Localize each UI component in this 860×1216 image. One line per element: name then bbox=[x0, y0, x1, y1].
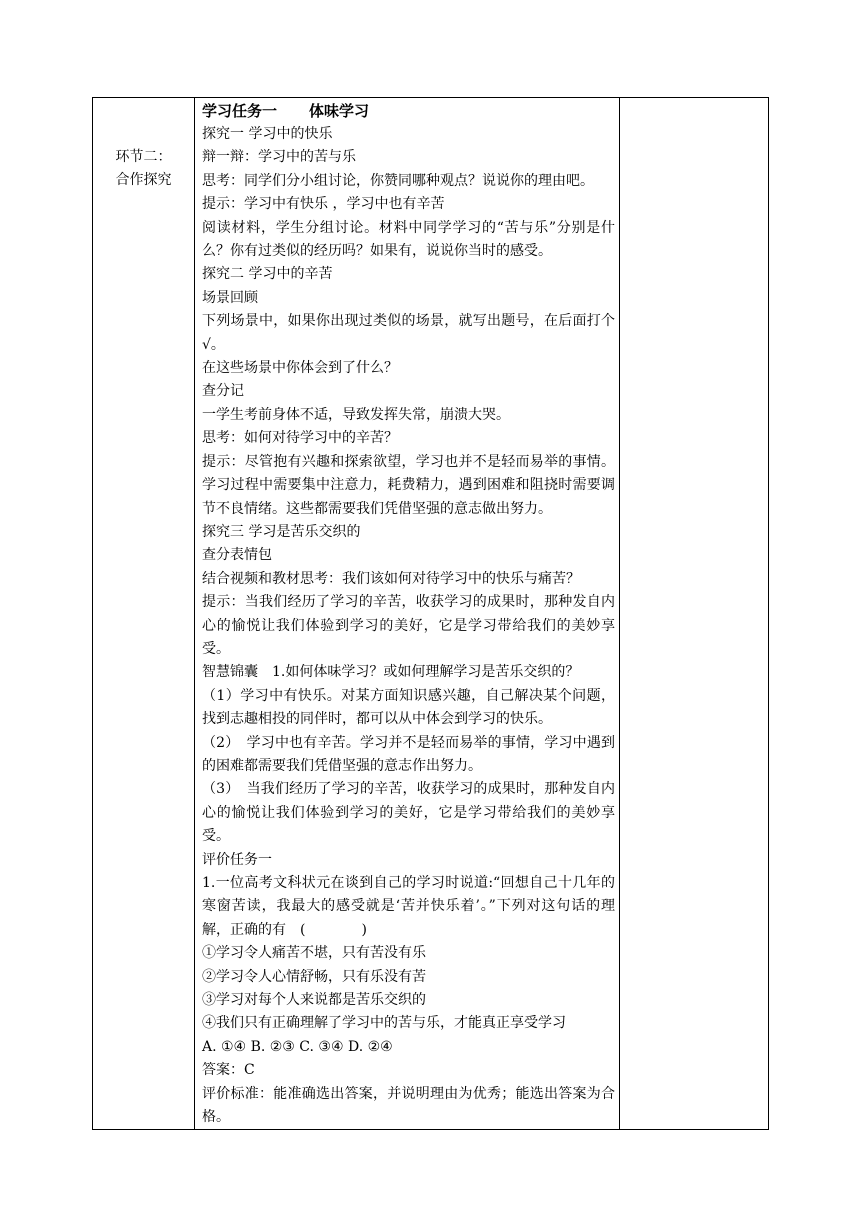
task-title-main: 学习任务一 bbox=[202, 102, 278, 120]
content-line: （3） 当我们经历了学习的辛苦，收获学习的成果时，那种发自内心的愉悦让我们体验到学习的美好，它是学习带给我们的美妙享受。 bbox=[202, 781, 615, 845]
content-line: A. ①④ B. ②③ C. ③④ D. ②④ bbox=[202, 1038, 393, 1055]
content-line: 探究三 学习是苦乐交织的 bbox=[202, 523, 361, 540]
content-body bbox=[195, 98, 619, 1129]
stage-line-1: 环节二： bbox=[115, 149, 172, 165]
content-line: 探究一 学习中的快乐 bbox=[202, 126, 333, 142]
content-line: 场景回顾 bbox=[202, 289, 258, 306]
content-line: ①学习令人痛苦不堪，只有苦没有乐 bbox=[202, 945, 426, 962]
content-line: 思考：如何对待学习中的辛苦？ bbox=[202, 430, 398, 447]
notes-cell bbox=[620, 98, 769, 1130]
content-line: （1）学习中有快乐。对某方面知识感兴趣，自己解决某个问题，找到志趣相投的同伴时，都可以从中体会到学习的快乐。 bbox=[202, 687, 615, 728]
content-line: 提示：学习中有快乐 ，学习中也有辛苦 bbox=[202, 196, 445, 213]
content-line: 一学生考前身体不适，导致发挥失常，崩溃大哭。 bbox=[202, 406, 510, 423]
content-line: 答案：C bbox=[202, 1062, 255, 1079]
content-line: 阅读材料，学生分组讨论。材料中同学学习的“苦与乐”分别是什么？你有过类似的经历吗？如果有，说说你当时的感受。 bbox=[202, 219, 615, 260]
content-line: 在这些场景中你体会到了什么？ bbox=[202, 360, 398, 377]
content-line: 评价任务一 bbox=[202, 851, 272, 868]
content-line: 查分表情包 bbox=[202, 547, 272, 564]
content-line: 提示：尽管抱有兴趣和探索欲望，学习也并不是轻而易举的事情。学习过程中需要集中注意力，耗费精力，遇到困难和阻挠时需要调节不良情绪。这些都需要我们凭借坚强的意志做出努力。 bbox=[202, 453, 615, 517]
stage-line-2: 合作探究 bbox=[115, 172, 172, 188]
table-row bbox=[93, 98, 769, 1130]
content-line: 智慧锦囊 1.如何体味学习？或如何理解学习是苦乐交织的？ bbox=[202, 664, 580, 681]
content-line: 下列场景中，如果你出现过类似的场景，就写出题号，在后面打个√。 bbox=[202, 313, 615, 353]
content-line: 1.一位高考文科状元在谈到自己的学习时说道:“回想自己十几年的寒窗苦读，我最大的感受就是‘苦并快乐着’。”下列对这句话的理解，正确的有 ( ) bbox=[202, 875, 615, 938]
content-line: 评价标准：能准确选出答案，并说明理由为优秀；能选出答案为合格。 bbox=[202, 1085, 615, 1126]
content-cell bbox=[195, 98, 620, 1130]
content-line: 辩一辩：学习中的苦与乐 bbox=[202, 149, 356, 166]
stage-cell bbox=[93, 98, 195, 1130]
content-line: ③学习对每个人来说都是苦乐交织的 bbox=[202, 992, 426, 1009]
task-title bbox=[202, 100, 615, 123]
stage-label bbox=[93, 146, 194, 192]
content-line: 思考：同学们分小组讨论，你赞同哪种观点？说说你的理由吧。 bbox=[202, 172, 594, 189]
lesson-plan-table bbox=[92, 97, 769, 1130]
content-line: 探究二 学习中的辛苦 bbox=[202, 266, 333, 283]
content-line: ②学习令人心情舒畅，只有乐没有苦 bbox=[202, 968, 426, 985]
content-line: 提示：当我们经历了学习的辛苦，收获学习的成果时，那种发自内心的愉悦让我们体验到学习的美好，它是学习带给我们的美妙享受。 bbox=[202, 594, 615, 657]
task-title-sub: 体味学习 bbox=[309, 102, 370, 120]
content-line: （2） 学习中也有辛苦。学习并不是轻而易举的事情，学习中遇到的困难都需要我们凭借坚强的意志作出努力。 bbox=[202, 734, 615, 774]
content-line: ④我们只有正确理解了学习中的苦与乐，才能真正享受学习 bbox=[202, 1015, 566, 1032]
content-line: 查分记 bbox=[202, 383, 244, 400]
content-line: 结合视频和教材思考：我们该如何对待学习中的快乐与痛苦？ bbox=[202, 570, 580, 587]
